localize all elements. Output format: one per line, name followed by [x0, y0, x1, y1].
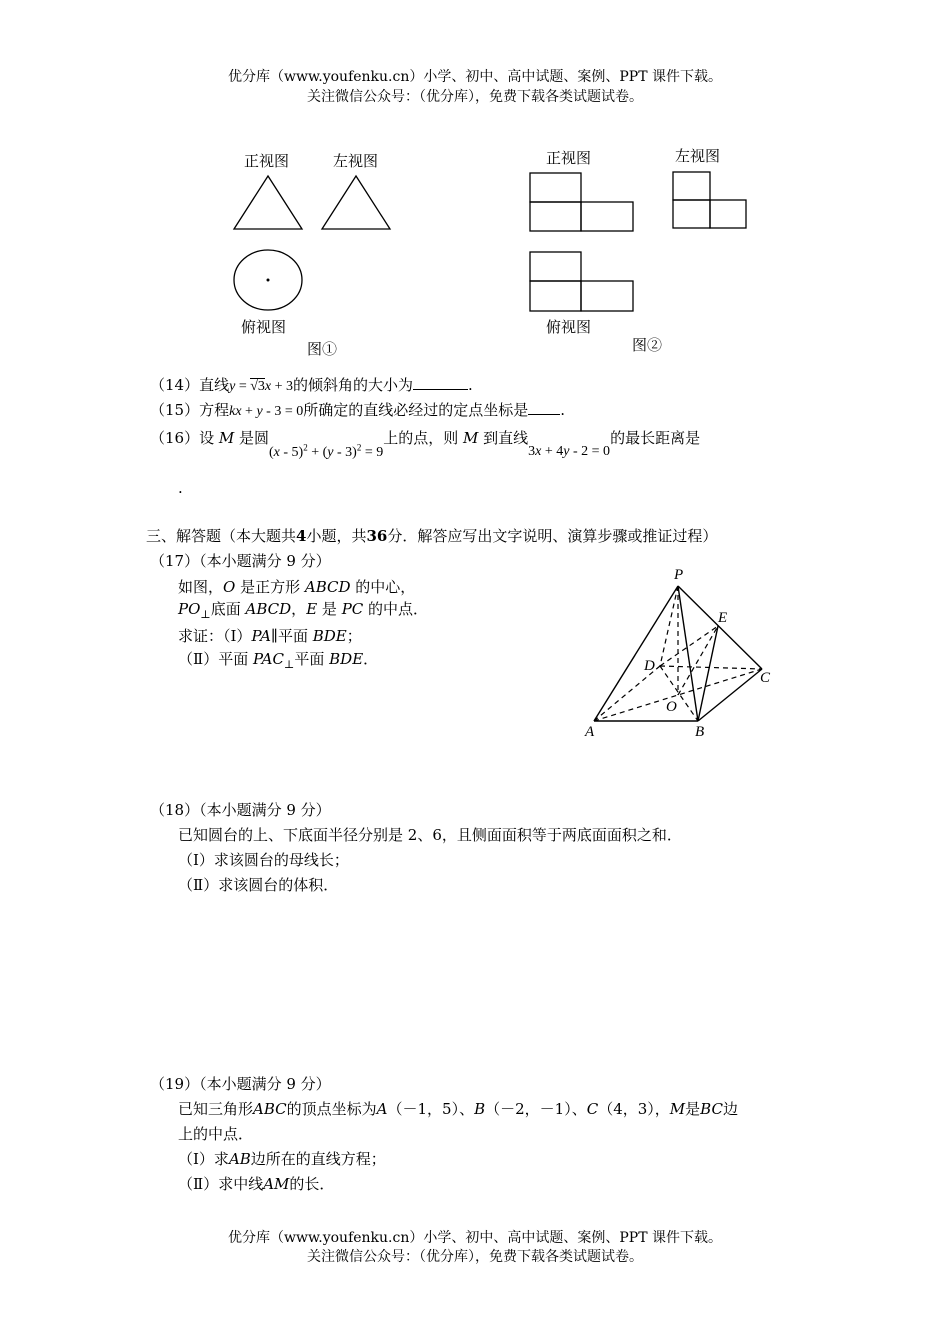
fig2-left-label: 左视图 [675, 147, 721, 165]
section3-b: 小题，共 [306, 527, 367, 545]
q17-ABCD: ABCD [304, 578, 351, 596]
q17-l1b: 是正方形 [235, 578, 305, 596]
q17-PAC: PAC [252, 650, 284, 668]
question-15 [150, 399, 565, 420]
q19-AM: AM [263, 1175, 290, 1193]
edge-AD [594, 666, 660, 721]
q16-M2: M [463, 429, 479, 447]
q16-suffix: 的最长距离是 [610, 429, 701, 447]
question-14 [150, 374, 473, 395]
q16-end: . [178, 479, 183, 497]
q17-line-2 [178, 598, 428, 619]
q17-l1c: 的中心， [350, 578, 416, 596]
q19-l1c: （－1，5）、 [387, 1100, 475, 1118]
fig1-front-label: 正视图 [244, 152, 290, 170]
fig1-front-triangle [234, 176, 302, 229]
q17-O: O [223, 578, 236, 596]
q15-rest: - 3 = 0 [262, 404, 304, 419]
q15-equation [229, 404, 303, 419]
q19-line-4 [178, 1173, 334, 1194]
q19-l1e: （4，3）， [598, 1100, 670, 1118]
q14-eq: = [235, 379, 251, 394]
q17-l1a: 如图， [178, 578, 224, 596]
question-16 [150, 427, 701, 460]
q14-answer-blank[interactable] [413, 375, 468, 390]
q17-perp2: ⊥ [284, 658, 295, 671]
q16-line-equation [528, 444, 610, 459]
q19-BC: BC [700, 1100, 723, 1118]
q19-ABC: ABC [253, 1100, 287, 1118]
q17-E: E [306, 600, 318, 618]
edge-PC [678, 586, 762, 669]
q16-cc: + ( [307, 445, 328, 460]
q18-line-3: （Ⅱ）求该圆台的体积． [178, 876, 339, 894]
label-D: D [644, 658, 655, 674]
q16-mid3: 到直线 [478, 429, 529, 447]
header-line-1: 优分库（www.youfenku.cn）小学、初中、高中试题、案例、PPT 课件下载。 [227, 69, 722, 85]
q15-answer-blank[interactable] [528, 400, 560, 415]
q19-l3b: 边所在的直线方程； [250, 1150, 386, 1168]
q19-l4a: （Ⅱ）求中线 [178, 1175, 264, 1193]
fig2-top-view [530, 252, 633, 311]
fig1-left-label: 左视图 [333, 152, 379, 170]
q14-x: x [264, 379, 272, 394]
q16-mid2: 上的点，则 [383, 429, 464, 447]
q16-M: M [218, 429, 235, 447]
q19-line-3 [178, 1148, 386, 1169]
label-P: P [674, 567, 684, 583]
q19-l3a: （Ⅰ）求 [178, 1150, 229, 1168]
q16-circle-equation [269, 442, 384, 460]
q19-A: A [376, 1100, 388, 1118]
q17-l3a: 求证：（Ⅰ） [178, 627, 252, 645]
q19-M: M [669, 1100, 686, 1118]
fig1-top-label: 俯视图 [241, 318, 287, 336]
q17-l4c: ． [363, 650, 379, 668]
fig2-three-views [525, 168, 755, 318]
section3-n: 4 [296, 527, 307, 545]
q19-C: C [586, 1100, 599, 1118]
q18-line-2: （Ⅰ）求该圆台的母线长； [178, 851, 349, 869]
q15-suffix: 所确定的直线必经过的定点坐标是 [303, 401, 529, 419]
q14-prefix: （14）直线 [150, 376, 230, 394]
q16-cx: x [273, 445, 280, 460]
fig2-left-view [673, 172, 746, 228]
fig2-front-label: 正视图 [546, 149, 592, 167]
edge-PD [660, 586, 678, 666]
q15-y: y [256, 404, 263, 419]
q15-plus: + [241, 404, 257, 419]
footer-line-1: 优分库（www.youfenku.cn）小学、初中、高中试题、案例、PPT 课件下载。 [227, 1230, 722, 1246]
fig1-three-views [228, 170, 398, 320]
q17-PO: PO [178, 600, 201, 618]
fig1-center-dot [267, 279, 270, 282]
q17-PA: PA [251, 627, 271, 645]
q17-PC: PC [341, 600, 364, 618]
q19-AB: AB [228, 1150, 251, 1168]
label-E: E [718, 610, 728, 626]
segment-OE [678, 626, 718, 695]
q17-l3b: 平面 [277, 627, 313, 645]
q17-line-1 [178, 576, 415, 597]
q19-B: B [474, 1100, 486, 1118]
q17-perp: ⊥ [200, 608, 211, 621]
q14-y: y [229, 379, 236, 394]
fig1-caption: 图① [307, 340, 338, 358]
fig2-front-view [530, 173, 633, 231]
q19-l1b: 的顶点坐标为 [286, 1100, 377, 1118]
q17-l3c: ； [346, 627, 362, 645]
footer-line-2: 关注微信公众号：（优分库），免费下载各类试题试卷。 [307, 1249, 643, 1265]
q17-line-3 [178, 625, 362, 646]
q15-prefix: （15）方程 [150, 401, 230, 419]
q14-suffix: 的倾斜角的大小为 [293, 376, 414, 394]
fig1-left-triangle [322, 176, 390, 229]
edge-PB [678, 586, 698, 721]
q16-ce: = 9 [361, 445, 384, 460]
section3-c: 分．解答应写出文字说明、演算步骤或推证过程） [387, 527, 718, 545]
fig2-caption: 图② [632, 336, 663, 354]
section3-pts: 36 [366, 527, 388, 545]
q19-line-2: 上的中点． [178, 1125, 254, 1143]
header-line-2: 关注微信公众号：（优分库），免费下载各类试题试卷。 [307, 89, 643, 105]
q16-lc: - 2 = 0 [569, 444, 611, 459]
label-B: B [695, 724, 705, 740]
edge-DC [660, 666, 762, 669]
q19-l1a: 已知三角形 [178, 1100, 254, 1118]
q14-equation [229, 378, 293, 394]
fig2-top-label: 俯视图 [546, 318, 592, 336]
q17-BDE: BDE [312, 627, 347, 645]
q17-line-4 [178, 648, 378, 669]
q16-mid1: 是圆 [234, 429, 269, 447]
q14-plus3: + 3 [271, 379, 294, 394]
q16-lx: x [535, 444, 542, 459]
q16-la: 3 [528, 444, 536, 459]
q19-l1f: 是 [685, 1100, 701, 1118]
label-C: C [760, 670, 771, 686]
q15-x: x [235, 404, 242, 419]
q16-ca: ( [269, 445, 274, 460]
q16-prefix: （16）设 [150, 429, 219, 447]
pyramid-figure [578, 560, 788, 745]
q17-par: ∥ [271, 627, 278, 645]
q16-lb: + 4 [541, 444, 564, 459]
section3-a: 三、解答题（本大题共 [146, 527, 297, 545]
q15-end: . [560, 401, 566, 419]
q17-l4a: （Ⅱ）平面 [178, 650, 253, 668]
q17-l2d: 的中点． [363, 600, 429, 618]
q17-l2b: ， [291, 600, 307, 618]
q17-l2a: 底面 [210, 600, 246, 618]
q14-sqrt: √3 [250, 379, 265, 394]
q16-ly: y [563, 444, 570, 459]
q19-title: （19）（本小题满分 9 分） [150, 1075, 331, 1093]
q17-ABCD2: ABCD [245, 600, 292, 618]
section-3-heading [146, 525, 717, 546]
q16-sq1: 2 [303, 442, 308, 453]
label-O: O [666, 699, 677, 715]
q19-l4b: 的长． [289, 1175, 335, 1193]
q17-l4b: 平面 [294, 650, 330, 668]
q19-l1d: （－2，－1）、 [485, 1100, 587, 1118]
q16-sq2: 2 [356, 442, 362, 453]
q16-cd: - 3) [333, 445, 357, 460]
q16-cy: y [327, 445, 334, 460]
label-A: A [585, 724, 595, 740]
q18-title: （18）（本小题满分 9 分） [150, 801, 331, 819]
q16-cb: - 5) [279, 445, 304, 460]
q17-BDE2: BDE [329, 650, 364, 668]
q15-k: k [229, 404, 236, 419]
q17-title: （17）（本小题满分 9 分） [150, 552, 331, 570]
q17-l2c: 是 [317, 600, 342, 618]
q19-l1g: 边 [722, 1100, 738, 1118]
q19-line-1 [178, 1098, 738, 1119]
q18-line-1: 已知圆台的上、下底面半径分别是 2、6，且侧面面积等于两底面面积之和． [178, 826, 682, 844]
q14-end: . [468, 376, 473, 394]
q14-sqrt3: 3 [257, 379, 265, 394]
